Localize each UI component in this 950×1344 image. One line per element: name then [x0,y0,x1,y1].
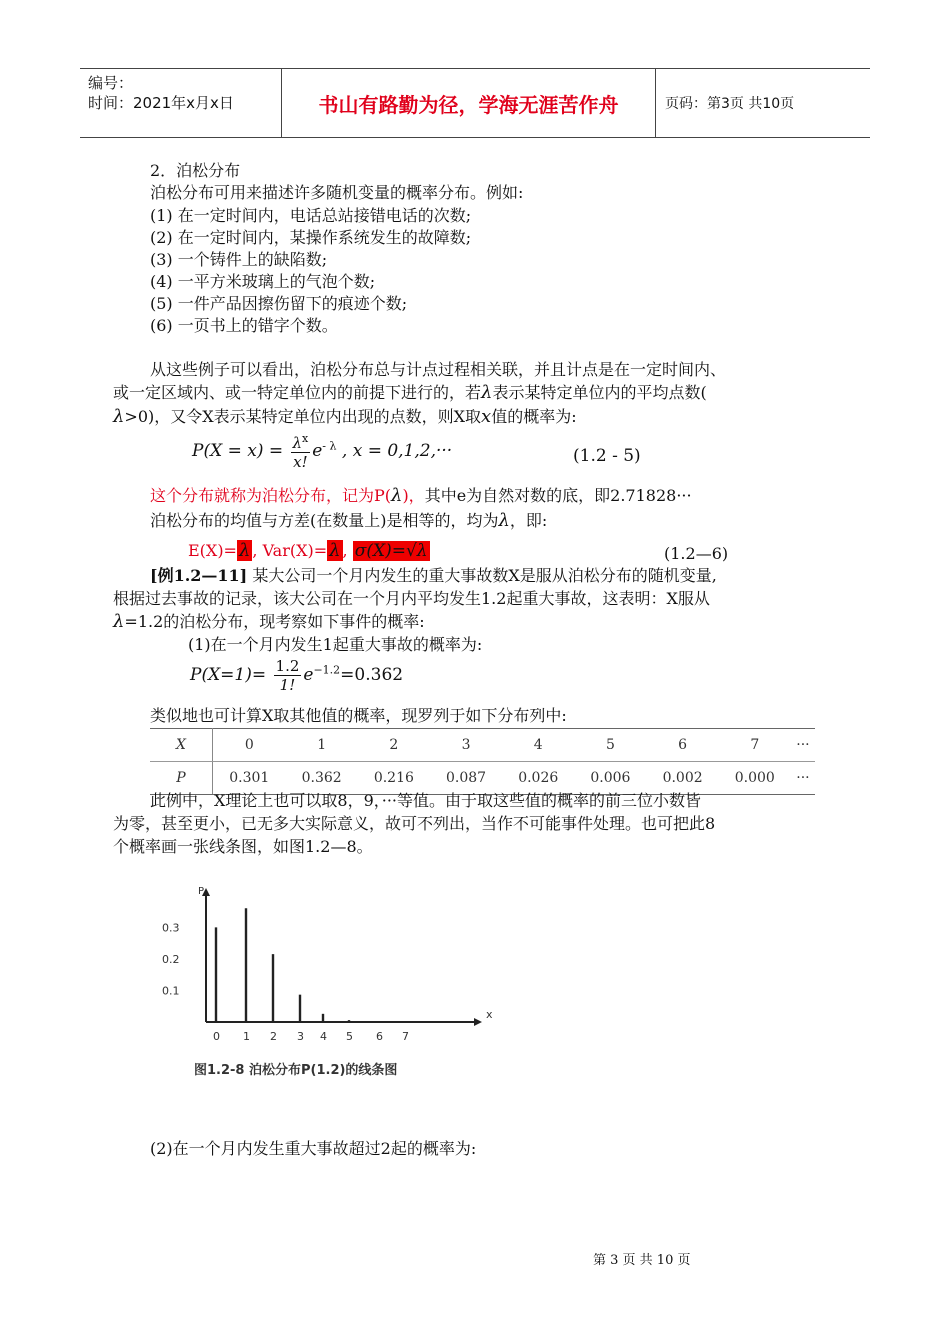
sigma-formula: σ(X)=√λ [354,541,428,561]
page-header [80,68,870,138]
formula-fraction: $\frac{\lambda^x}{x!}$ [292,432,309,471]
distribution-table [150,728,815,795]
table-cell: ··· [791,729,815,762]
paragraph-line: 或一定区域内、或一特定单位内的前提下进行的，若λ表示某特定单位内的平均点数( [113,382,707,403]
table-cell: 2 [358,729,430,762]
table-cell: 0.301 [213,762,286,795]
table-cell: 0.362 [286,762,358,795]
paragraph-line: λ>0)，又令X表示某特定单位内出现的点数，则X取x值的概率为: [113,406,577,427]
x-axis-label: x [486,1008,493,1021]
x-tick-label: 7 [402,1030,409,1043]
header-meta [88,73,234,113]
question-2: (2)在一个月内发生重大事故超过2起的概率为: [150,1139,477,1158]
example-item: (1) 在一定时间内，电话总站接错电话的次数; [150,206,472,225]
similar-text: 类似地也可计算X取其他值的概率，现罗列于如下分布列中: [150,706,567,725]
table-cell: 0.216 [358,762,430,795]
y-axis-label: P [198,886,205,897]
table-cell: 5 [574,729,646,762]
table-cell: 6 [647,729,719,762]
table-row [150,729,815,762]
paragraph-line: 个概率画一张线条图，如图1.2—8。 [113,837,373,856]
x-tick-label: 5 [346,1030,353,1043]
chart-title: 图1.2-8 泊松分布P(1.2)的线条图 [194,1063,398,1078]
example-item: (5) 一件产品因擦伤留下的痕迹个数; [150,294,408,313]
x-tick-label: 6 [376,1030,383,1043]
y-tick-label: 0.2 [162,953,180,967]
table-cell: ··· [791,762,815,795]
paragraph-line: 从这些例子可以看出，泊松分布总与计点过程相关联，并且计点是在一定时间内、 [150,360,727,379]
table-cell: 0.002 [647,762,719,795]
example-item: (3) 一个铸件上的缺陷数; [150,250,328,269]
x-tick-label: 3 [297,1030,304,1043]
table-cell: 0.026 [502,762,574,795]
header-time: 时间：2021年x月x日 [88,94,234,112]
header-page-info: 页码：第3页 共10页 [665,96,795,112]
mean-line: 泊松分布的均值与方差(在数量上)是相等的，均为λ，即: [150,510,548,531]
formula-number: (1.2—6) [664,544,729,563]
page-footer: 第 3 页 共 10 页 [593,1253,691,1268]
y-tick-label: 0.1 [162,984,180,998]
example-item: (2) 在一定时间内，某操作系统发生的故障数; [150,228,472,247]
paragraph-line: 此例中，X理论上也可以取8，9，···等值。由于取这些值的概率的前三位小数皆 [150,791,702,810]
definition-line: 这个分布就称为泊松分布，记为P(λ)，其中e为自然对数的底，即2.71828··· [150,485,692,506]
x-tick-label: 0 [213,1030,220,1043]
x-tick-label: 1 [243,1030,250,1043]
header-number: 编号： [88,74,134,92]
table-row-label: P [150,762,213,795]
example-line: [例1.2—11] 某大公司一个月内发生的重大事故数X是服从泊松分布的随机变量, [150,566,717,585]
example-item: (6) 一页书上的错字个数。 [150,316,338,335]
example-item: (4) 一平方米玻璃上的气泡个数; [150,272,376,291]
table-row-label: X [150,729,213,762]
x-tick-label: 2 [270,1030,277,1043]
poisson-line-chart [150,878,510,1088]
x-tick-label: 4 [320,1030,327,1043]
header-divider [655,69,656,137]
table-cell: 4 [502,729,574,762]
section-title: 2．泊松分布 [150,161,241,180]
table-cell: 0.087 [430,762,502,795]
intro-text: 泊松分布可用来描述许多随机变量的概率分布。例如: [150,183,524,202]
x-axis-arrow [474,1018,482,1026]
header-motto: 书山有路勤为径，学海无涯苦作舟 [318,93,619,117]
table-cell: 3 [430,729,502,762]
y-tick-label: 0.3 [162,921,180,935]
example-line: 根据过去事故的记录，该大公司在一个月内平均发生1.2起重大事故，这表明：X服从 [113,589,710,608]
table-cell: 0 [213,729,286,762]
paragraph-line: 为零，甚至更小，已无多大实际意义，故可不列出，当作不可能事件处理。也可把此8 [113,814,716,833]
formula-number: (1.2 - 5) [573,446,641,466]
formula-fraction: $\frac{1.2}{1!}$ [275,657,300,694]
probability-formula: P(X=1)= $\frac{1.2}{1!}$ $e^{-1.2}=0.362$ [190,657,404,694]
table-cell: 0.000 [719,762,791,795]
poisson-formula: P(X = x) = $\frac{\lambda^x}{x!}$ $e^{- \lambda}$ , x = 0,1,2,··· [192,432,453,471]
mean-variance-formula: E(X)= λ , Var(X)= λ , σ(X)=√λ [188,540,428,561]
table-cell: 7 [719,729,791,762]
table-cell: 1 [286,729,358,762]
example-line: λ=1.2的泊松分布，现考察如下事件的概率: [113,611,425,632]
table-cell: 0.006 [574,762,646,795]
question-1: (1)在一个月内发生1起重大事故的概率为: [188,635,483,654]
